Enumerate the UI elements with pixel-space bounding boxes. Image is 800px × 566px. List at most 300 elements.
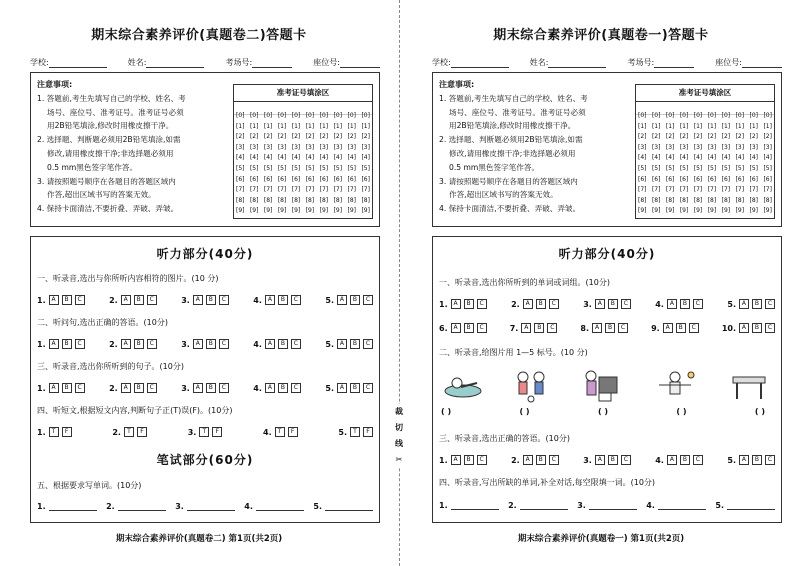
digit-bubble[interactable]: [1] bbox=[763, 122, 772, 130]
option-bubble[interactable]: A bbox=[193, 383, 203, 393]
option-group[interactable] bbox=[727, 299, 775, 309]
digit-bubble[interactable]: [8] bbox=[651, 196, 661, 204]
option-bubble[interactable]: B bbox=[680, 455, 690, 465]
digit-bubble[interactable]: [8] bbox=[361, 196, 370, 204]
digit-bubble[interactable]: [9] bbox=[693, 207, 703, 215]
option-bubble[interactable]: B bbox=[605, 323, 615, 333]
option-bubble[interactable]: A bbox=[49, 295, 59, 305]
digit-bubble[interactable]: [1] bbox=[319, 122, 329, 130]
digit-bubble[interactable]: [6] bbox=[707, 175, 717, 183]
digit-bubble[interactable]: [3] bbox=[333, 143, 343, 151]
digit-bubble[interactable]: [7] bbox=[665, 186, 675, 194]
digit-bubble[interactable]: [2] bbox=[651, 133, 661, 141]
option-bubble[interactable]: C bbox=[291, 295, 301, 305]
digit-bubble[interactable]: [0] bbox=[249, 112, 259, 119]
digit-bubble[interactable]: [1] bbox=[735, 122, 745, 130]
digit-bubble[interactable]: [5] bbox=[236, 164, 245, 172]
option-group[interactable] bbox=[338, 427, 373, 437]
option-bubble[interactable]: C bbox=[549, 299, 559, 309]
digit-bubble[interactable]: [2] bbox=[679, 133, 689, 141]
digit-bubble[interactable]: [4] bbox=[679, 154, 689, 162]
digit-bubble[interactable]: [7] bbox=[236, 186, 245, 194]
digit-bubble[interactable]: [7] bbox=[249, 186, 259, 194]
digit-bubble[interactable]: [0] bbox=[347, 112, 356, 119]
digit-bubble[interactable]: [7] bbox=[333, 186, 343, 194]
digit-bubble[interactable]: [4] bbox=[693, 154, 703, 162]
option-group[interactable] bbox=[109, 295, 157, 305]
digit-bubble[interactable]: [0] bbox=[263, 112, 273, 119]
digit-bubble[interactable]: [3] bbox=[277, 143, 287, 151]
exam-room-field[interactable] bbox=[252, 58, 292, 68]
digit-bubble[interactable]: [1] bbox=[263, 122, 273, 130]
option-bubble[interactable]: C bbox=[618, 323, 628, 333]
digit-bubble[interactable]: [5] bbox=[277, 164, 287, 172]
digit-bubble[interactable]: [8] bbox=[707, 196, 717, 204]
digit-bubble[interactable]: [3] bbox=[638, 143, 647, 151]
q3-options[interactable] bbox=[37, 383, 373, 393]
digit-bubble[interactable]: [1] bbox=[305, 122, 315, 130]
digit-bubble[interactable]: [1] bbox=[291, 122, 301, 130]
option-bubble[interactable]: C bbox=[621, 299, 631, 309]
digit-bubble[interactable]: [1] bbox=[665, 122, 675, 130]
digit-bubble[interactable]: [2] bbox=[721, 133, 731, 141]
option-bubble[interactable]: B bbox=[62, 295, 72, 305]
blank-group[interactable] bbox=[175, 502, 235, 511]
option-group[interactable] bbox=[655, 299, 703, 309]
digit-bubble[interactable]: [9] bbox=[249, 207, 259, 215]
answer-blank[interactable] bbox=[451, 501, 499, 510]
option-bubble[interactable]: A bbox=[121, 383, 131, 393]
q4-blanks[interactable] bbox=[439, 501, 775, 510]
digit-bubble[interactable]: [2] bbox=[735, 133, 745, 141]
digit-bubble[interactable]: [9] bbox=[263, 207, 273, 215]
digit-bubble[interactable]: [3] bbox=[361, 143, 370, 151]
digit-bubble[interactable]: [7] bbox=[319, 186, 329, 194]
digit-bubble[interactable]: [9] bbox=[651, 207, 661, 215]
digit-bubble[interactable]: [0] bbox=[749, 112, 758, 119]
digit-bubble[interactable]: [3] bbox=[763, 143, 772, 151]
option-group[interactable] bbox=[181, 383, 229, 393]
option-bubble[interactable]: C bbox=[621, 455, 631, 465]
option-bubble[interactable]: C bbox=[363, 295, 373, 305]
option-group[interactable] bbox=[263, 427, 298, 437]
blank-group[interactable] bbox=[244, 502, 304, 511]
digit-bubble[interactable]: [1] bbox=[347, 122, 356, 130]
digit-bubble[interactable]: [5] bbox=[638, 164, 647, 172]
exam-room-field[interactable] bbox=[654, 58, 694, 68]
digit-bubble[interactable]: [2] bbox=[361, 133, 370, 141]
answer-blank[interactable] bbox=[658, 501, 706, 510]
digit-bubble[interactable]: [5] bbox=[319, 164, 329, 172]
blank-group[interactable] bbox=[37, 502, 97, 511]
digit-bubble[interactable]: [4] bbox=[651, 154, 661, 162]
option-bubble[interactable]: A bbox=[667, 455, 677, 465]
digit-bubble[interactable]: [9] bbox=[638, 207, 647, 215]
option-bubble[interactable]: A bbox=[739, 455, 749, 465]
digit-bubble[interactable]: [1] bbox=[277, 122, 287, 130]
option-bubble[interactable]: C bbox=[219, 339, 229, 349]
option-bubble[interactable]: B bbox=[680, 299, 690, 309]
digit-bubble[interactable]: [1] bbox=[651, 122, 661, 130]
digit-bubble[interactable]: [3] bbox=[651, 143, 661, 151]
q5-blanks[interactable] bbox=[37, 502, 373, 511]
digit-bubble[interactable]: [3] bbox=[319, 143, 329, 151]
option-bubble[interactable]: B bbox=[134, 383, 144, 393]
answer-blank[interactable] bbox=[727, 501, 775, 510]
option-bubble[interactable]: A bbox=[521, 323, 531, 333]
answer-blank[interactable] bbox=[325, 502, 373, 511]
digit-bubble[interactable]: [0] bbox=[665, 112, 675, 119]
digit-bubble[interactable]: [8] bbox=[236, 196, 245, 204]
digit-bubble[interactable]: [6] bbox=[333, 175, 343, 183]
digit-bubble[interactable]: [9] bbox=[361, 207, 370, 215]
option-bubble[interactable]: B bbox=[206, 383, 216, 393]
option-group[interactable] bbox=[181, 339, 229, 349]
digit-bubble[interactable]: [3] bbox=[236, 143, 245, 151]
option-bubble[interactable]: T bbox=[350, 427, 360, 437]
option-group[interactable] bbox=[109, 339, 157, 349]
digit-bubble[interactable]: [8] bbox=[291, 196, 301, 204]
option-group[interactable] bbox=[37, 427, 72, 437]
digit-bubble[interactable]: [9] bbox=[347, 207, 356, 215]
option-bubble[interactable]: C bbox=[219, 295, 229, 305]
option-bubble[interactable]: T bbox=[199, 427, 209, 437]
digit-bubble[interactable]: [6] bbox=[651, 175, 661, 183]
option-bubble[interactable]: A bbox=[451, 455, 461, 465]
option-bubble[interactable]: B bbox=[206, 295, 216, 305]
digit-bubble[interactable]: [5] bbox=[665, 164, 675, 172]
digit-bubble[interactable]: [9] bbox=[763, 207, 772, 215]
option-bubble[interactable]: B bbox=[464, 299, 474, 309]
digit-bubble[interactable]: [4] bbox=[735, 154, 745, 162]
digit-bubble[interactable]: [8] bbox=[347, 196, 356, 204]
digit-bubble[interactable]: [6] bbox=[291, 175, 301, 183]
digit-bubble[interactable]: [1] bbox=[249, 122, 259, 130]
blank-group[interactable] bbox=[439, 501, 499, 510]
school-field[interactable] bbox=[451, 58, 509, 68]
digit-bubble[interactable]: [0] bbox=[707, 112, 717, 119]
digit-bubble[interactable]: [7] bbox=[651, 186, 661, 194]
digit-bubble[interactable]: [6] bbox=[347, 175, 356, 183]
option-group[interactable] bbox=[651, 323, 699, 333]
option-group[interactable] bbox=[253, 339, 301, 349]
digit-bubble[interactable]: [8] bbox=[277, 196, 287, 204]
option-bubble[interactable]: A bbox=[49, 383, 59, 393]
digit-bubble[interactable]: [9] bbox=[749, 207, 758, 215]
option-group[interactable] bbox=[583, 455, 631, 465]
option-bubble[interactable]: B bbox=[464, 323, 474, 333]
q1-options-a[interactable] bbox=[439, 299, 775, 309]
digit-bubble[interactable]: [2] bbox=[305, 133, 315, 141]
digit-bubble[interactable]: [5] bbox=[347, 164, 356, 172]
seat-field[interactable] bbox=[742, 58, 782, 68]
option-group[interactable] bbox=[109, 383, 157, 393]
option-bubble[interactable]: A bbox=[667, 299, 677, 309]
digit-bubble[interactable]: [2] bbox=[249, 133, 259, 141]
digit-bubble[interactable]: [1] bbox=[638, 122, 647, 130]
digit-bubble[interactable]: [4] bbox=[763, 154, 772, 162]
digit-bubble[interactable]: [6] bbox=[679, 175, 689, 183]
option-bubble[interactable]: C bbox=[147, 295, 157, 305]
option-group[interactable] bbox=[188, 427, 223, 437]
option-bubble[interactable]: B bbox=[536, 299, 546, 309]
option-bubble[interactable]: F bbox=[137, 427, 147, 437]
option-bubble[interactable]: C bbox=[75, 295, 85, 305]
digit-bubble[interactable]: [5] bbox=[361, 164, 370, 172]
option-bubble[interactable]: B bbox=[62, 339, 72, 349]
digit-bubble[interactable]: [5] bbox=[679, 164, 689, 172]
digit-bubble[interactable]: [7] bbox=[749, 186, 758, 194]
digit-bubble[interactable]: [8] bbox=[665, 196, 675, 204]
digit-bubble[interactable]: [9] bbox=[721, 207, 731, 215]
digit-bubble[interactable]: [6] bbox=[319, 175, 329, 183]
digit-bubble[interactable]: [1] bbox=[693, 122, 703, 130]
digit-bubble[interactable]: [0] bbox=[319, 112, 329, 119]
digit-bubble[interactable]: [0] bbox=[693, 112, 703, 119]
option-bubble[interactable]: C bbox=[75, 383, 85, 393]
digit-bubble[interactable]: [7] bbox=[638, 186, 647, 194]
digit-bubble[interactable]: [4] bbox=[347, 154, 356, 162]
digit-bubble[interactable]: [2] bbox=[693, 133, 703, 141]
option-bubble[interactable]: B bbox=[206, 339, 216, 349]
digit-bubble[interactable]: [8] bbox=[263, 196, 273, 204]
q2-options[interactable] bbox=[37, 339, 373, 349]
option-group[interactable] bbox=[583, 299, 631, 309]
digit-bubble[interactable]: [4] bbox=[749, 154, 758, 162]
digit-bubble[interactable]: [1] bbox=[361, 122, 370, 130]
digit-bubble[interactable]: [9] bbox=[665, 207, 675, 215]
digit-bubble[interactable]: [3] bbox=[707, 143, 717, 151]
option-bubble[interactable]: B bbox=[752, 455, 762, 465]
option-group[interactable] bbox=[580, 323, 628, 333]
digit-bubble[interactable]: [3] bbox=[305, 143, 315, 151]
option-bubble[interactable]: B bbox=[534, 323, 544, 333]
digit-bubble[interactable]: [5] bbox=[291, 164, 301, 172]
digit-bubble[interactable]: [6] bbox=[638, 175, 647, 183]
digit-bubble[interactable]: [2] bbox=[749, 133, 758, 141]
digit-bubble[interactable]: [7] bbox=[707, 186, 717, 194]
option-bubble[interactable]: A bbox=[451, 299, 461, 309]
answer-blank[interactable] bbox=[118, 502, 166, 511]
digit-bubble[interactable]: [2] bbox=[347, 133, 356, 141]
digit-bubble[interactable]: [1] bbox=[236, 122, 245, 130]
option-bubble[interactable]: A bbox=[523, 455, 533, 465]
option-bubble[interactable]: C bbox=[291, 383, 301, 393]
option-bubble[interactable]: C bbox=[693, 455, 703, 465]
digit-bubble[interactable]: [2] bbox=[763, 133, 772, 141]
option-group[interactable] bbox=[325, 295, 373, 305]
digit-bubble[interactable]: [6] bbox=[693, 175, 703, 183]
option-bubble[interactable]: C bbox=[765, 299, 775, 309]
digit-bubble[interactable]: [0] bbox=[721, 112, 731, 119]
digit-bubble[interactable]: [8] bbox=[735, 196, 745, 204]
option-bubble[interactable]: A bbox=[523, 299, 533, 309]
option-group[interactable] bbox=[655, 455, 703, 465]
q1-options[interactable] bbox=[37, 295, 373, 305]
digit-bubble[interactable]: [6] bbox=[249, 175, 259, 183]
digit-bubble[interactable]: [6] bbox=[263, 175, 273, 183]
option-bubble[interactable]: C bbox=[291, 339, 301, 349]
seat-field[interactable] bbox=[340, 58, 380, 68]
blank-group[interactable] bbox=[577, 501, 637, 510]
option-group[interactable] bbox=[722, 323, 775, 333]
digit-bubble[interactable]: [0] bbox=[236, 112, 245, 119]
option-bubble[interactable]: C bbox=[547, 323, 557, 333]
option-bubble[interactable]: A bbox=[595, 455, 605, 465]
school-field[interactable] bbox=[49, 58, 107, 68]
digit-bubble[interactable]: [6] bbox=[305, 175, 315, 183]
option-bubble[interactable]: C bbox=[693, 299, 703, 309]
option-bubble[interactable]: B bbox=[608, 299, 618, 309]
digit-bubble[interactable]: [4] bbox=[707, 154, 717, 162]
digit-bubble[interactable]: [5] bbox=[305, 164, 315, 172]
option-bubble[interactable]: A bbox=[121, 295, 131, 305]
option-group[interactable] bbox=[253, 383, 301, 393]
option-bubble[interactable]: B bbox=[134, 339, 144, 349]
digit-bubble[interactable]: [6] bbox=[236, 175, 245, 183]
blank-group[interactable] bbox=[508, 501, 568, 510]
digit-bubble[interactable]: [3] bbox=[735, 143, 745, 151]
option-group[interactable] bbox=[37, 339, 85, 349]
option-group[interactable] bbox=[439, 299, 487, 309]
digit-bubble[interactable]: [5] bbox=[263, 164, 273, 172]
name-field[interactable] bbox=[146, 58, 204, 68]
digit-bubble[interactable]: [7] bbox=[735, 186, 745, 194]
digit-bubble[interactable]: [1] bbox=[333, 122, 343, 130]
digit-bubble[interactable]: [0] bbox=[305, 112, 315, 119]
digit-bubble[interactable]: [4] bbox=[305, 154, 315, 162]
digit-bubble[interactable]: [2] bbox=[319, 133, 329, 141]
digit-bubble[interactable]: [0] bbox=[763, 112, 772, 119]
digit-bubble[interactable]: [9] bbox=[707, 207, 717, 215]
option-group[interactable] bbox=[37, 295, 85, 305]
option-bubble[interactable]: B bbox=[752, 299, 762, 309]
digit-bubble[interactable]: [8] bbox=[305, 196, 315, 204]
digit-bubble[interactable]: [7] bbox=[347, 186, 356, 194]
digit-bubble[interactable]: [7] bbox=[305, 186, 315, 194]
option-bubble[interactable]: B bbox=[278, 383, 288, 393]
digit-bubble[interactable]: [0] bbox=[735, 112, 745, 119]
digit-grid[interactable] bbox=[638, 111, 772, 217]
option-bubble[interactable]: B bbox=[278, 339, 288, 349]
option-bubble[interactable]: B bbox=[278, 295, 288, 305]
digit-bubble[interactable]: [3] bbox=[679, 143, 689, 151]
digit-bubble[interactable]: [7] bbox=[721, 186, 731, 194]
id-fill-area[interactable]: 准考证号填涂区 [0] [0] [0] [0] [0] [0] [0] [0] [0] [0] [1] [1] [1] [1] [1] [1] [1] [1] [1] [1] [2] [2] [2] [2] [2] [2] [2] [2] [2] [2] [3] [3] [3] [3] [3] [3] [3] [3] [3] [3] [4] [4] [4] [4] [4] [4] [4] [4] [4] [4] [5] [5] [5] [5] [5] [5] [5] [5] [5] [5] [6] [6] [6] [6] [6] [6] [6] [6] [6] [6] [7] [7] [7] [7] [7] [7] [7] [7] [7] [7] [8] [8] [8] [8] [8] [8] [8] [8] [8] [8] [9] [9] [9] [9] [9] [9] [9] [9] [9] [9] bbox=[233, 84, 373, 219]
option-bubble[interactable]: C bbox=[765, 323, 775, 333]
option-group[interactable] bbox=[253, 295, 301, 305]
digit-bubble[interactable]: [2] bbox=[638, 133, 647, 141]
option-bubble[interactable]: A bbox=[739, 323, 749, 333]
option-bubble[interactable]: B bbox=[134, 295, 144, 305]
blank-group[interactable] bbox=[715, 501, 775, 510]
digit-bubble[interactable]: [3] bbox=[291, 143, 301, 151]
option-group[interactable] bbox=[510, 323, 558, 333]
digit-bubble[interactable]: [3] bbox=[693, 143, 703, 151]
option-bubble[interactable]: A bbox=[337, 295, 347, 305]
option-group[interactable] bbox=[727, 455, 775, 465]
digit-bubble[interactable]: [6] bbox=[721, 175, 731, 183]
option-bubble[interactable]: C bbox=[549, 455, 559, 465]
digit-bubble[interactable]: [6] bbox=[277, 175, 287, 183]
digit-bubble[interactable]: [7] bbox=[277, 186, 287, 194]
option-bubble[interactable]: A bbox=[49, 339, 59, 349]
option-bubble[interactable]: C bbox=[75, 339, 85, 349]
digit-bubble[interactable]: [9] bbox=[333, 207, 343, 215]
option-bubble[interactable]: B bbox=[350, 383, 360, 393]
option-bubble[interactable]: C bbox=[689, 323, 699, 333]
digit-bubble[interactable]: [7] bbox=[763, 186, 772, 194]
answer-blank[interactable] bbox=[187, 502, 235, 511]
option-group[interactable] bbox=[112, 427, 147, 437]
digit-bubble[interactable]: [6] bbox=[361, 175, 370, 183]
digit-bubble[interactable]: [2] bbox=[291, 133, 301, 141]
digit-bubble[interactable]: [3] bbox=[665, 143, 675, 151]
digit-bubble[interactable]: [4] bbox=[361, 154, 370, 162]
digit-bubble[interactable]: [0] bbox=[651, 112, 661, 119]
digit-bubble[interactable]: [2] bbox=[333, 133, 343, 141]
digit-bubble[interactable]: [2] bbox=[263, 133, 273, 141]
option-bubble[interactable]: B bbox=[676, 323, 686, 333]
digit-bubble[interactable]: [4] bbox=[638, 154, 647, 162]
digit-bubble[interactable]: [8] bbox=[249, 196, 259, 204]
digit-bubble[interactable]: [4] bbox=[236, 154, 245, 162]
option-group[interactable] bbox=[511, 455, 559, 465]
option-bubble[interactable]: C bbox=[765, 455, 775, 465]
digit-bubble[interactable]: [7] bbox=[679, 186, 689, 194]
option-bubble[interactable]: A bbox=[595, 299, 605, 309]
digit-bubble[interactable]: [0] bbox=[277, 112, 287, 119]
option-group[interactable] bbox=[325, 383, 373, 393]
name-field[interactable] bbox=[548, 58, 606, 68]
option-bubble[interactable]: B bbox=[62, 383, 72, 393]
digit-bubble[interactable]: [0] bbox=[361, 112, 370, 119]
option-bubble[interactable]: F bbox=[363, 427, 373, 437]
option-group[interactable] bbox=[37, 383, 85, 393]
option-bubble[interactable]: T bbox=[124, 427, 134, 437]
option-bubble[interactable]: C bbox=[477, 299, 487, 309]
digit-bubble[interactable]: [2] bbox=[277, 133, 287, 141]
blank-group[interactable] bbox=[106, 502, 166, 511]
option-group[interactable] bbox=[181, 295, 229, 305]
option-bubble[interactable]: B bbox=[350, 295, 360, 305]
digit-bubble[interactable]: [5] bbox=[735, 164, 745, 172]
option-bubble[interactable]: C bbox=[477, 455, 487, 465]
digit-bubble[interactable]: [5] bbox=[249, 164, 259, 172]
digit-bubble[interactable]: [4] bbox=[249, 154, 259, 162]
option-bubble[interactable]: A bbox=[265, 383, 275, 393]
option-bubble[interactable]: A bbox=[451, 323, 461, 333]
digit-bubble[interactable]: [9] bbox=[735, 207, 745, 215]
option-bubble[interactable]: F bbox=[62, 427, 72, 437]
option-group[interactable] bbox=[439, 323, 487, 333]
digit-bubble[interactable]: [7] bbox=[263, 186, 273, 194]
option-bubble[interactable]: A bbox=[265, 295, 275, 305]
digit-bubble[interactable]: [9] bbox=[291, 207, 301, 215]
blank-group[interactable] bbox=[313, 502, 373, 511]
option-bubble[interactable]: C bbox=[147, 339, 157, 349]
digit-bubble[interactable]: [8] bbox=[763, 196, 772, 204]
digit-bubble[interactable]: [3] bbox=[263, 143, 273, 151]
digit-bubble[interactable]: [5] bbox=[693, 164, 703, 172]
answer-blank[interactable] bbox=[49, 502, 97, 511]
digit-bubble[interactable]: [3] bbox=[347, 143, 356, 151]
digit-bubble[interactable]: [4] bbox=[319, 154, 329, 162]
digit-bubble[interactable]: [5] bbox=[749, 164, 758, 172]
digit-bubble[interactable]: [9] bbox=[277, 207, 287, 215]
option-bubble[interactable]: C bbox=[147, 383, 157, 393]
digit-bubble[interactable]: [9] bbox=[319, 207, 329, 215]
